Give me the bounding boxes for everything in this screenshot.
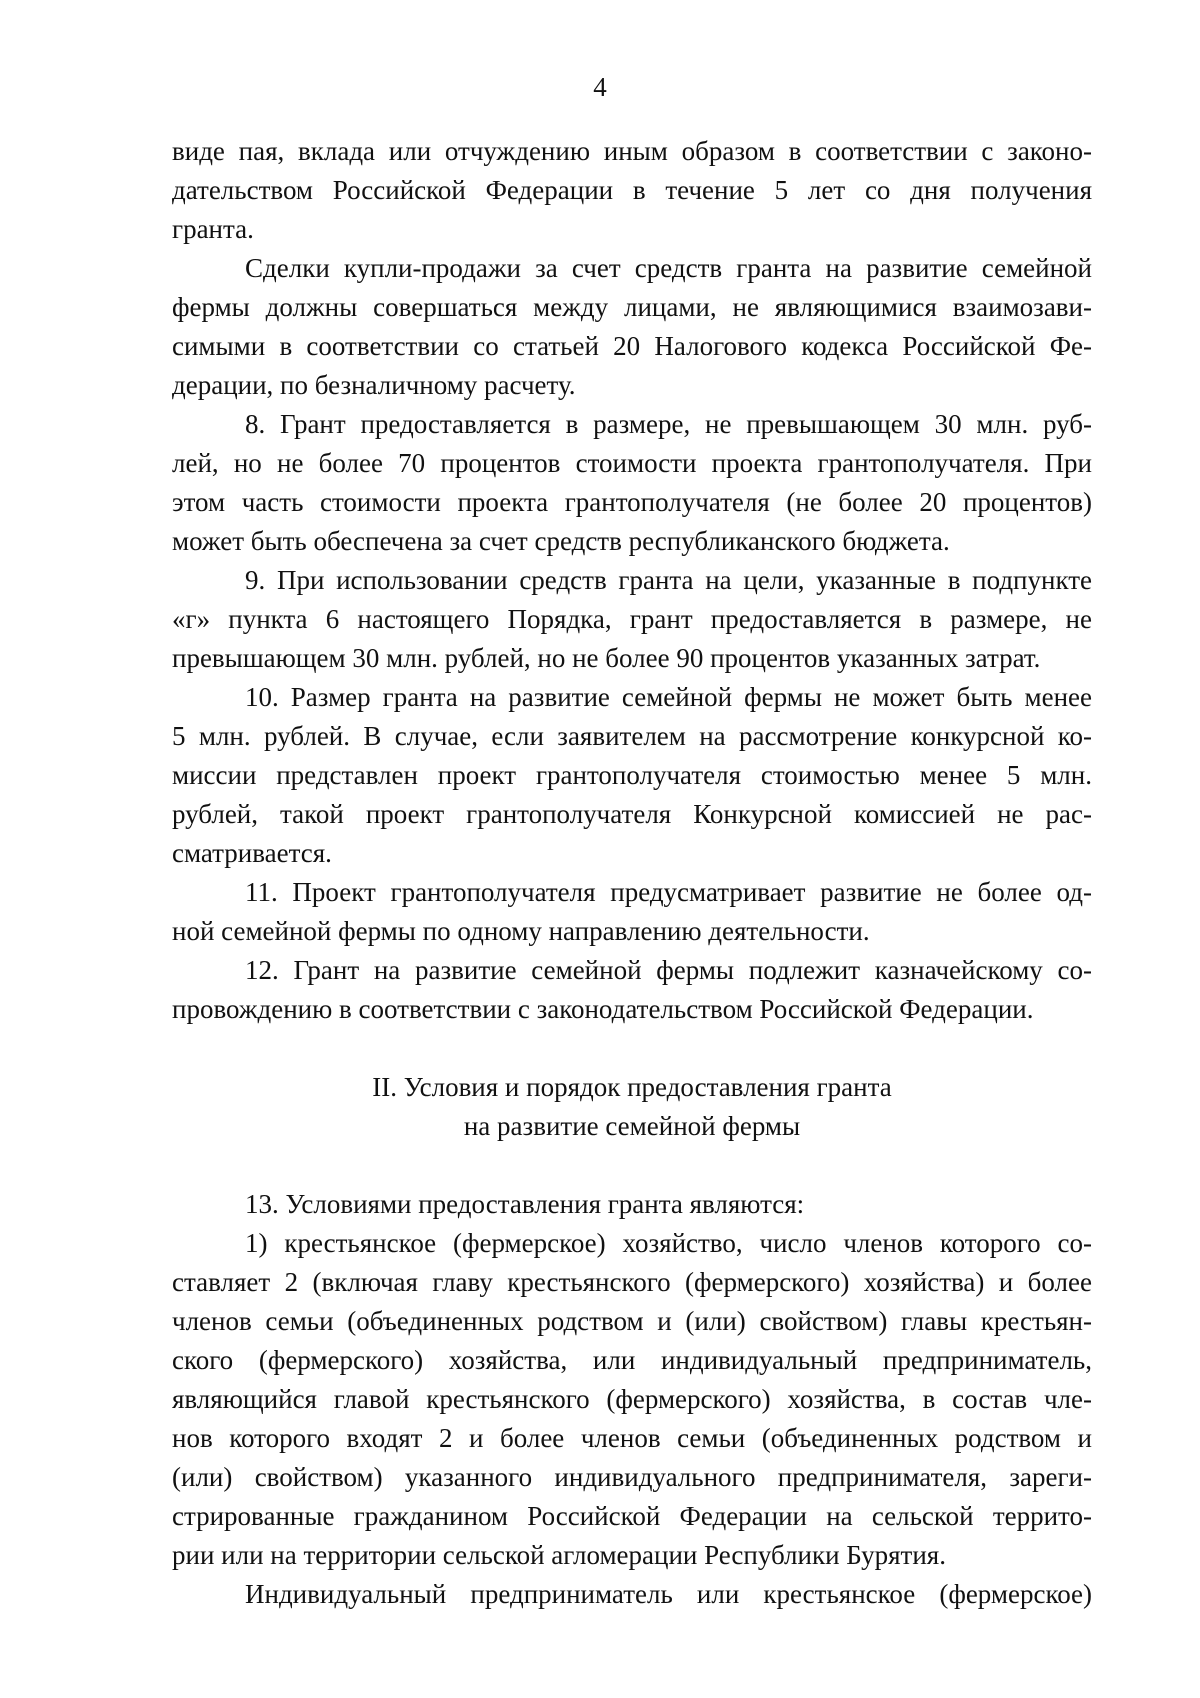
page-number: 4 (593, 72, 607, 102)
text-line: гранта. (172, 214, 254, 244)
text-line: провождению в соответствии с законодательством Российской Федерации. (172, 994, 1034, 1024)
text-line: «г» пункта 6 настоящего Порядка, грант предоставляется в размере, не (172, 604, 1092, 634)
text-line: рублей, такой проект грантополучателя Конкурсной комиссией не рас- (172, 799, 1092, 829)
paragraph-first-line: 12. Грант на развитие семейной фермы подлежит казначейскому со- (245, 955, 1092, 985)
text-line: членов семьи (объединенных родством и (или) свойством) главы крестьян- (172, 1306, 1092, 1336)
text-line: стрированные гражданином Российской Федерации на сельской террито- (172, 1501, 1092, 1531)
text-line: виде пая, вклада или отчуждению иным образом в соответствии с законо- (172, 136, 1092, 166)
section-heading: на развитие семейной фермы (463, 1111, 801, 1141)
section-heading: II. Условия и порядок предоставления гранта (372, 1072, 892, 1102)
text-line: сматривается. (172, 838, 332, 868)
text-line: нов которого входят 2 и более членов семьи (объединенных родством и (172, 1423, 1092, 1453)
paragraph-first-line: 10. Размер гранта на развитие семейной фермы не может быть менее (245, 682, 1092, 712)
paragraph-first-line: 8. Грант предоставляется в размере, не превышающем 30 млн. руб- (245, 409, 1092, 439)
text-line: симыми в соответствии со статьей 20 Налогового кодекса Российской Фе- (172, 331, 1092, 361)
text-line: лей, но не более 70 процентов стоимости проекта грантополучателя. При (172, 448, 1092, 478)
text-line: может быть обеспечена за счет средств республиканского бюджета. (172, 526, 950, 556)
paragraph-first-line: 11. Проект грантополучателя предусматривает развитие не более од- (245, 877, 1092, 907)
text-line: превышающем 30 млн. рублей, но не более 90 процентов указанных затрат. (172, 643, 1041, 673)
text-line: дательством Российской Федерации в течение 5 лет со дня получения (172, 175, 1092, 205)
text-line: фермы должны совершаться между лицами, не являющимися взаимозави- (172, 292, 1092, 322)
text-line: рии или на территории сельской агломерации Республики Бурятия. (172, 1540, 946, 1570)
paragraph-first-line: 1) крестьянское (фермерское) хозяйство, число членов которого со- (245, 1228, 1092, 1258)
text-line: этом часть стоимости проекта грантополучателя (не более 20 процентов) (172, 487, 1092, 517)
text-line: ского (фермерского) хозяйства, или индивидуальный предприниматель, (172, 1345, 1092, 1375)
paragraph-first-line: Сделки купли-продажи за счет средств гранта на развитие семейной (245, 253, 1092, 283)
text-line: (или) свойством) указанного индивидуального предпринимателя, зареги- (172, 1462, 1092, 1492)
paragraph-first-line: 9. При использовании средств гранта на цели, указанные в подпункте (245, 565, 1092, 595)
text-line: дерации, по безналичному расчету. (172, 370, 576, 400)
text-line: миссии представлен проект грантополучателя стоимостью менее 5 млн. (172, 760, 1092, 790)
paragraph-first-line: 13. Условиями предоставления гранта являются: (245, 1189, 805, 1219)
paragraph-first-line: Индивидуальный предприниматель или крестьянское (фермерское) (245, 1579, 1092, 1609)
text-line: ной семейной фермы по одному направлению деятельности. (172, 916, 870, 946)
text-line: являющийся главой крестьянского (фермерского) хозяйства, в состав чле- (172, 1384, 1092, 1414)
text-line: ставляет 2 (включая главу крестьянского (фермерского) хозяйства) и более (172, 1267, 1092, 1297)
text-line: 5 млн. рублей. В случае, если заявителем на рассмотрение конкурсной ко- (172, 721, 1092, 751)
